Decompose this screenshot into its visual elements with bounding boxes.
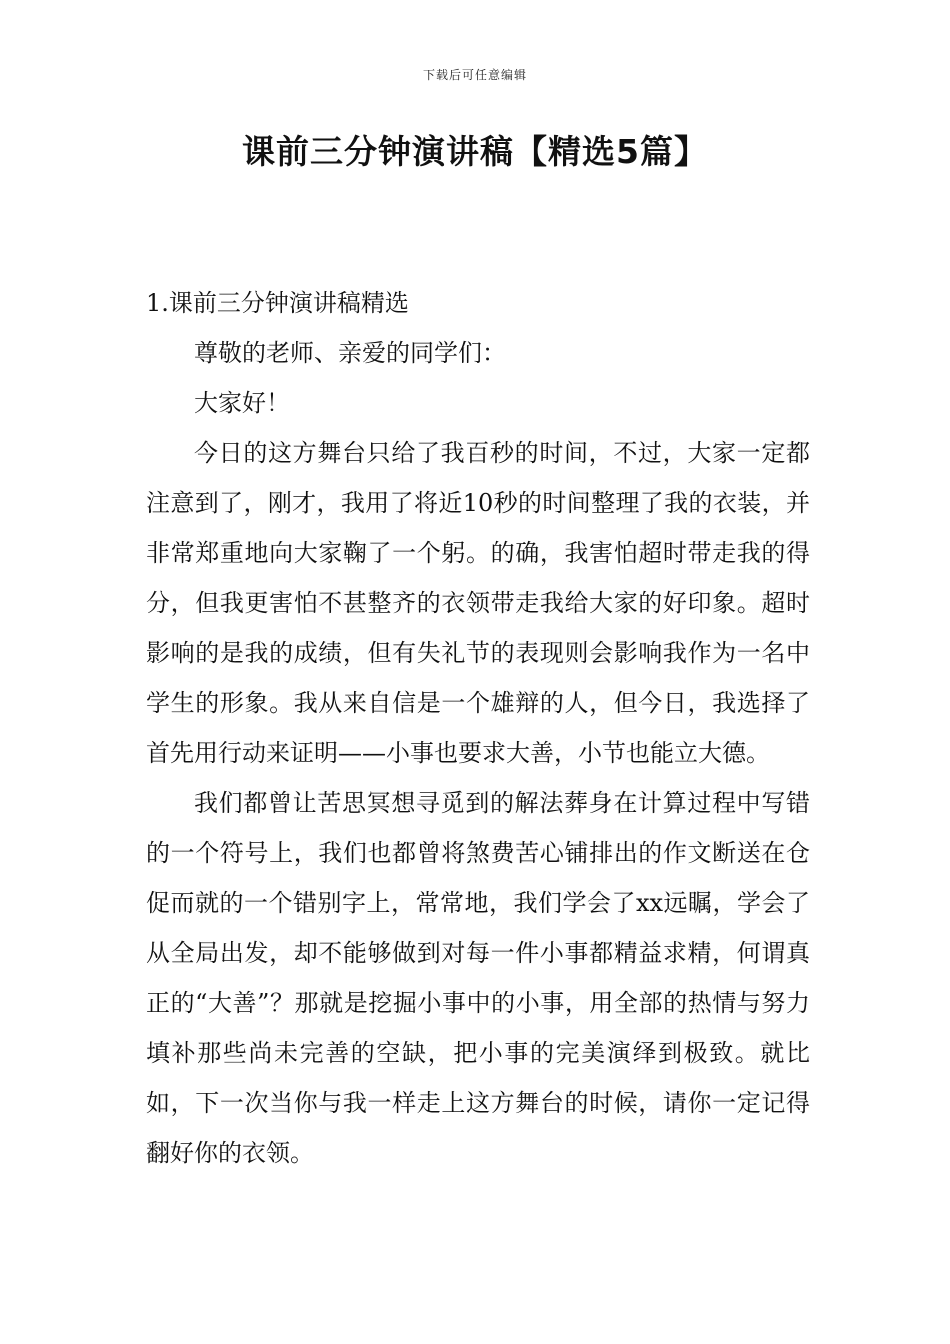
document-body	[146, 278, 810, 1178]
section-heading: 1.课前三分钟演讲稿精选	[146, 289, 409, 317]
paragraph-body-2: 我们都曾让苦思冥想寻觅到的解法葬身在计算过程中写错的一个符号上，我们也都曾将煞费苦心铺排出的作文断送在仓促而就的一个错别字上，常常地，我们学会了xx远瞩，学会了从全局出发，却不能够做到对每一件小事都精益求精，何谓真正的“大善”？那就是挖掘小事中的小事，用全部的热情与努力填补那些尚未完善的空缺，把小事的完美演绎到极致。就比如，下一次当你与我一样走上这方舞台的时候，请你一定记得翻好你的衣领。	[146, 789, 810, 1167]
paragraph-greeting: 大家好！	[194, 389, 290, 417]
document-title: 课前三分钟演讲稿【精选5篇】	[242, 132, 708, 171]
paragraph-salutation: 尊敬的老师、亲爱的同学们：	[194, 339, 506, 367]
paragraph-body-1: 今日的这方舞台只给了我百秒的时间，不过，大家一定都注意到了，刚才，我用了将近10秒的时间整理了我的衣装，并非常郑重地向大家鞠了一个躬。的确，我害怕超时带走我的得分，但我更害怕不甚整齐的衣领带走我给大家的好印象。超时影响的是我的成绩，但有失礼节的表现则会影响我作为一名中学生的形象。我从来自信是一个雄辩的人，但今日，我选择了首先用行动来证明——小事也要求大善，小节也能立大德。	[146, 439, 810, 767]
header-note: 下载后可任意编辑	[422, 68, 527, 82]
